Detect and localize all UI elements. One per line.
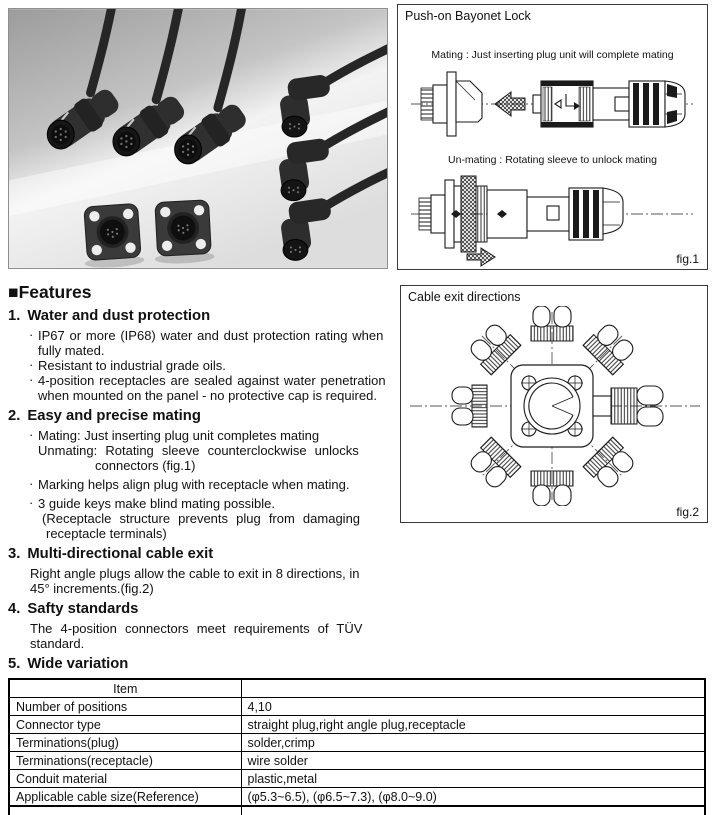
paragraph-line: 45° increments.(fig.2) [30, 581, 154, 596]
bullet-dot: · [29, 427, 34, 442]
feature-2-title-text: Easy and precise mating [27, 408, 201, 424]
fig2-box [400, 285, 708, 523]
bullet-dot: · [29, 327, 34, 342]
spec-item: Terminations(plug) [9, 734, 241, 752]
feature-5-title-text: Wide variation [27, 656, 129, 672]
spec-item: Connector type [9, 716, 241, 734]
table-row [9, 788, 705, 807]
spec-item: Number of positions [9, 698, 241, 716]
features-section [8, 282, 394, 676]
spec-value: 4,10 [241, 698, 705, 716]
table-row [9, 716, 705, 734]
fig2-title: Cable exit directions [408, 290, 521, 304]
spec-value: plastic,metal [241, 770, 705, 788]
spec-value: (φ5.3~6.5), (φ6.5~7.3), (φ8.0~9.0) [241, 788, 705, 807]
bullet-line: receptacle terminals) [46, 526, 167, 541]
feature-5-title [8, 656, 394, 673]
table-row [9, 752, 705, 770]
cutoff-column-divider [241, 807, 242, 815]
feature-4-number: 4. [8, 601, 21, 617]
bullet-line: Unmating: Rotating sleeve counterclockwise unlocks [38, 443, 359, 458]
feature-5-number: 5. [8, 656, 21, 672]
feature-3-title [8, 546, 394, 563]
bullet-line: fully mated. [38, 343, 105, 358]
mating-diagram [409, 64, 695, 144]
bullet-dot: · [29, 372, 34, 387]
feature-1-number: 1. [8, 308, 21, 324]
bullet-line: when mounted on the panel - no protective cap is required. [38, 388, 377, 403]
features-heading: ■Features [8, 282, 92, 302]
bullet-line: 3 guide keys make blind mating possible. [38, 496, 276, 511]
bullet-line: Marking helps align plug with receptacle when mating. [38, 477, 350, 492]
product-photo [8, 8, 388, 269]
table-row [9, 770, 705, 788]
feature-1-bullet-2 [8, 358, 394, 373]
bullet-dot: · [29, 357, 34, 372]
spec-value: straight plug,right angle plug,receptacle [241, 716, 705, 734]
spec-table [8, 678, 706, 807]
feature-4-paragraph [8, 621, 394, 651]
feature-1-bullet-1 [8, 328, 394, 358]
bullet-line: (Receptacle structure prevents plug from damaging [42, 511, 361, 526]
bullet-dot: · [29, 495, 34, 510]
table-row [9, 734, 705, 752]
feature-2-title [8, 408, 394, 425]
fig2-label: fig.2 [676, 505, 699, 519]
spec-header-value [241, 679, 705, 698]
cable-exit-diagram [402, 306, 706, 506]
cutoff-next-row [8, 807, 706, 815]
bullet-line: Mating: Just inserting plug unit completes mating [38, 428, 320, 443]
feature-3-title-text: Multi-directional cable exit [27, 546, 214, 562]
feature-1-bullet-3 [8, 373, 394, 403]
feature-4-title [8, 601, 394, 618]
bullet-line: IP67 or more (IP68) water and dust protection rating when [38, 328, 384, 343]
spec-item: Terminations(receptacle) [9, 752, 241, 770]
feature-4-title-text: Safty standards [27, 601, 139, 617]
spec-header-item: Item [9, 679, 241, 698]
unmating-diagram [409, 168, 695, 268]
feature-2-number: 2. [8, 408, 21, 424]
spec-item: Applicable cable size(Reference) [9, 788, 241, 807]
feature-2-bullet-2 [8, 477, 394, 492]
spec-item: Conduit material [9, 770, 241, 788]
feature-2-bullet-1 [8, 428, 394, 473]
fig1-title: Push-on Bayonet Lock [405, 9, 531, 23]
feature-3-number: 3. [8, 546, 21, 562]
feature-2-bullet-3 [8, 496, 394, 541]
table-row [9, 698, 705, 716]
paragraph-line: Right angle plugs allow the cable to exit in 8 directions, in [30, 566, 360, 581]
product-photo-illustration [9, 9, 387, 268]
bullet-line: connectors (fig.1) [95, 458, 196, 473]
feature-3-paragraph [8, 566, 394, 596]
bullet-line: Resistant to industrial grade oils. [38, 358, 226, 373]
fig1-label: fig.1 [676, 252, 699, 266]
fig1-unmating-caption: Un-mating : Rotating sleeve to unlock mating [448, 154, 657, 166]
spec-value: wire solder [241, 752, 705, 770]
paragraph-line: The 4-position connectors meet requirements of TÜV [30, 621, 363, 636]
paragraph-line: standard. [30, 636, 85, 651]
spec-value: solder,crimp [241, 734, 705, 752]
spec-header-row [9, 679, 705, 698]
bullet-dot: · [29, 476, 34, 491]
spec-table-wrapper [8, 678, 706, 815]
fig1-box [397, 4, 708, 270]
fig1-mating-caption: Mating : Just inserting plug unit will complete mating [431, 49, 674, 61]
bullet-line: 4-position receptacles are sealed against water penetration [38, 373, 386, 388]
feature-1-title [8, 308, 394, 325]
feature-1-title-text: Water and dust protection [27, 308, 211, 324]
